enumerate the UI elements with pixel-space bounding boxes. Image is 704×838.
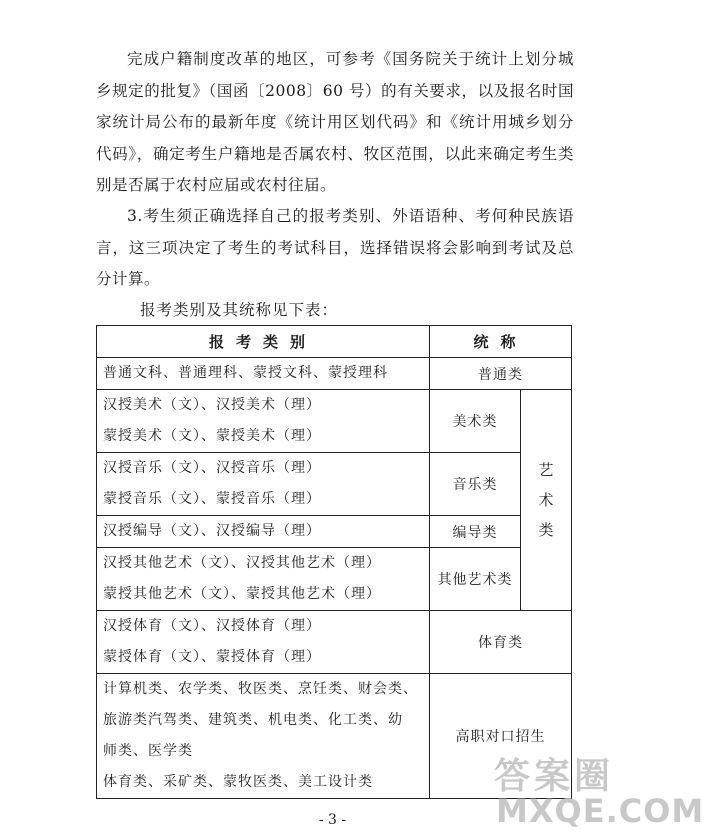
group-cell: 其他艺术类 <box>430 548 521 611</box>
art-group-cell <box>521 390 572 611</box>
group-cell: 美术类 <box>430 390 521 453</box>
header-group: 统称 <box>430 326 572 358</box>
category-table <box>96 325 572 799</box>
paragraph-household-registration: 完成户籍制度改革的地区，可参考《国务院关于统计上划分城乡规定的批复》（国函〔2008〕60 号）的有关要求，以及报名时国家统计局公布的最新年度《统计用区划代码》和《统计用城乡划分代码》，确定考生户籍地是否属农村、牧区范围，以此来确定考生类别是否属于农村应届或农村往届。 <box>96 50 574 194</box>
group-cell: 编导类 <box>430 516 521 548</box>
category-cell: 汉授音乐（文）、汉授音乐（理） 蒙授音乐（文）、蒙授音乐（理） <box>97 453 430 516</box>
group-cell: 普通类 <box>430 358 572 390</box>
group-cell: 音乐类 <box>430 453 521 516</box>
category-cell: 计算机类、农学类、牧医类、烹饪类、财会类、 旅游类汽驾类、建筑类、机电类、化工类、幼 师类、医学类 体育类、采矿类、蒙牧医类、美工设计类 <box>97 674 430 799</box>
page-number: - 3 - <box>318 812 347 828</box>
table-row <box>97 516 572 548</box>
table-header-row <box>97 326 572 358</box>
table-row <box>97 548 572 611</box>
category-cell: 汉授其他艺术（文）、汉授其他艺术（理） 蒙授其他艺术（文）、蒙授其他艺术（理） <box>97 548 430 611</box>
group-cell: 高职对口招生 <box>430 674 572 799</box>
paragraph-item-3: 3.考生须正确选择自己的报考类别、外语语种、考何种民族语言，这三项决定了考生的考试科目，选择错误将会影响到考试及总分计算。 <box>96 207 574 288</box>
category-cell: 汉授编导（文）、汉授编导（理） <box>97 516 430 548</box>
watermark-top: 答案圈 <box>494 756 615 797</box>
table-intro: 报考类别及其统称见下表： <box>140 301 339 319</box>
group-cell: 体育类 <box>430 611 572 674</box>
category-cell: 普通文科、普通理科、蒙授文科、蒙授理科 <box>97 358 430 390</box>
watermark-bottom: MXQE.COM <box>496 792 704 830</box>
table-row <box>97 611 572 674</box>
table-row <box>97 390 572 453</box>
watermark-logo <box>488 748 704 836</box>
table-row <box>97 453 572 516</box>
category-cell: 汉授体育（文）、汉授体育（理） 蒙授体育（文）、蒙授体育（理） <box>97 611 430 674</box>
table-row <box>97 358 572 390</box>
category-cell: 汉授美术（文）、汉授美术（理） 蒙授美术（文）、蒙授美术（理） <box>97 390 430 453</box>
header-category: 报考类别 <box>97 326 430 358</box>
art-group-label: 艺术类 <box>538 461 555 539</box>
